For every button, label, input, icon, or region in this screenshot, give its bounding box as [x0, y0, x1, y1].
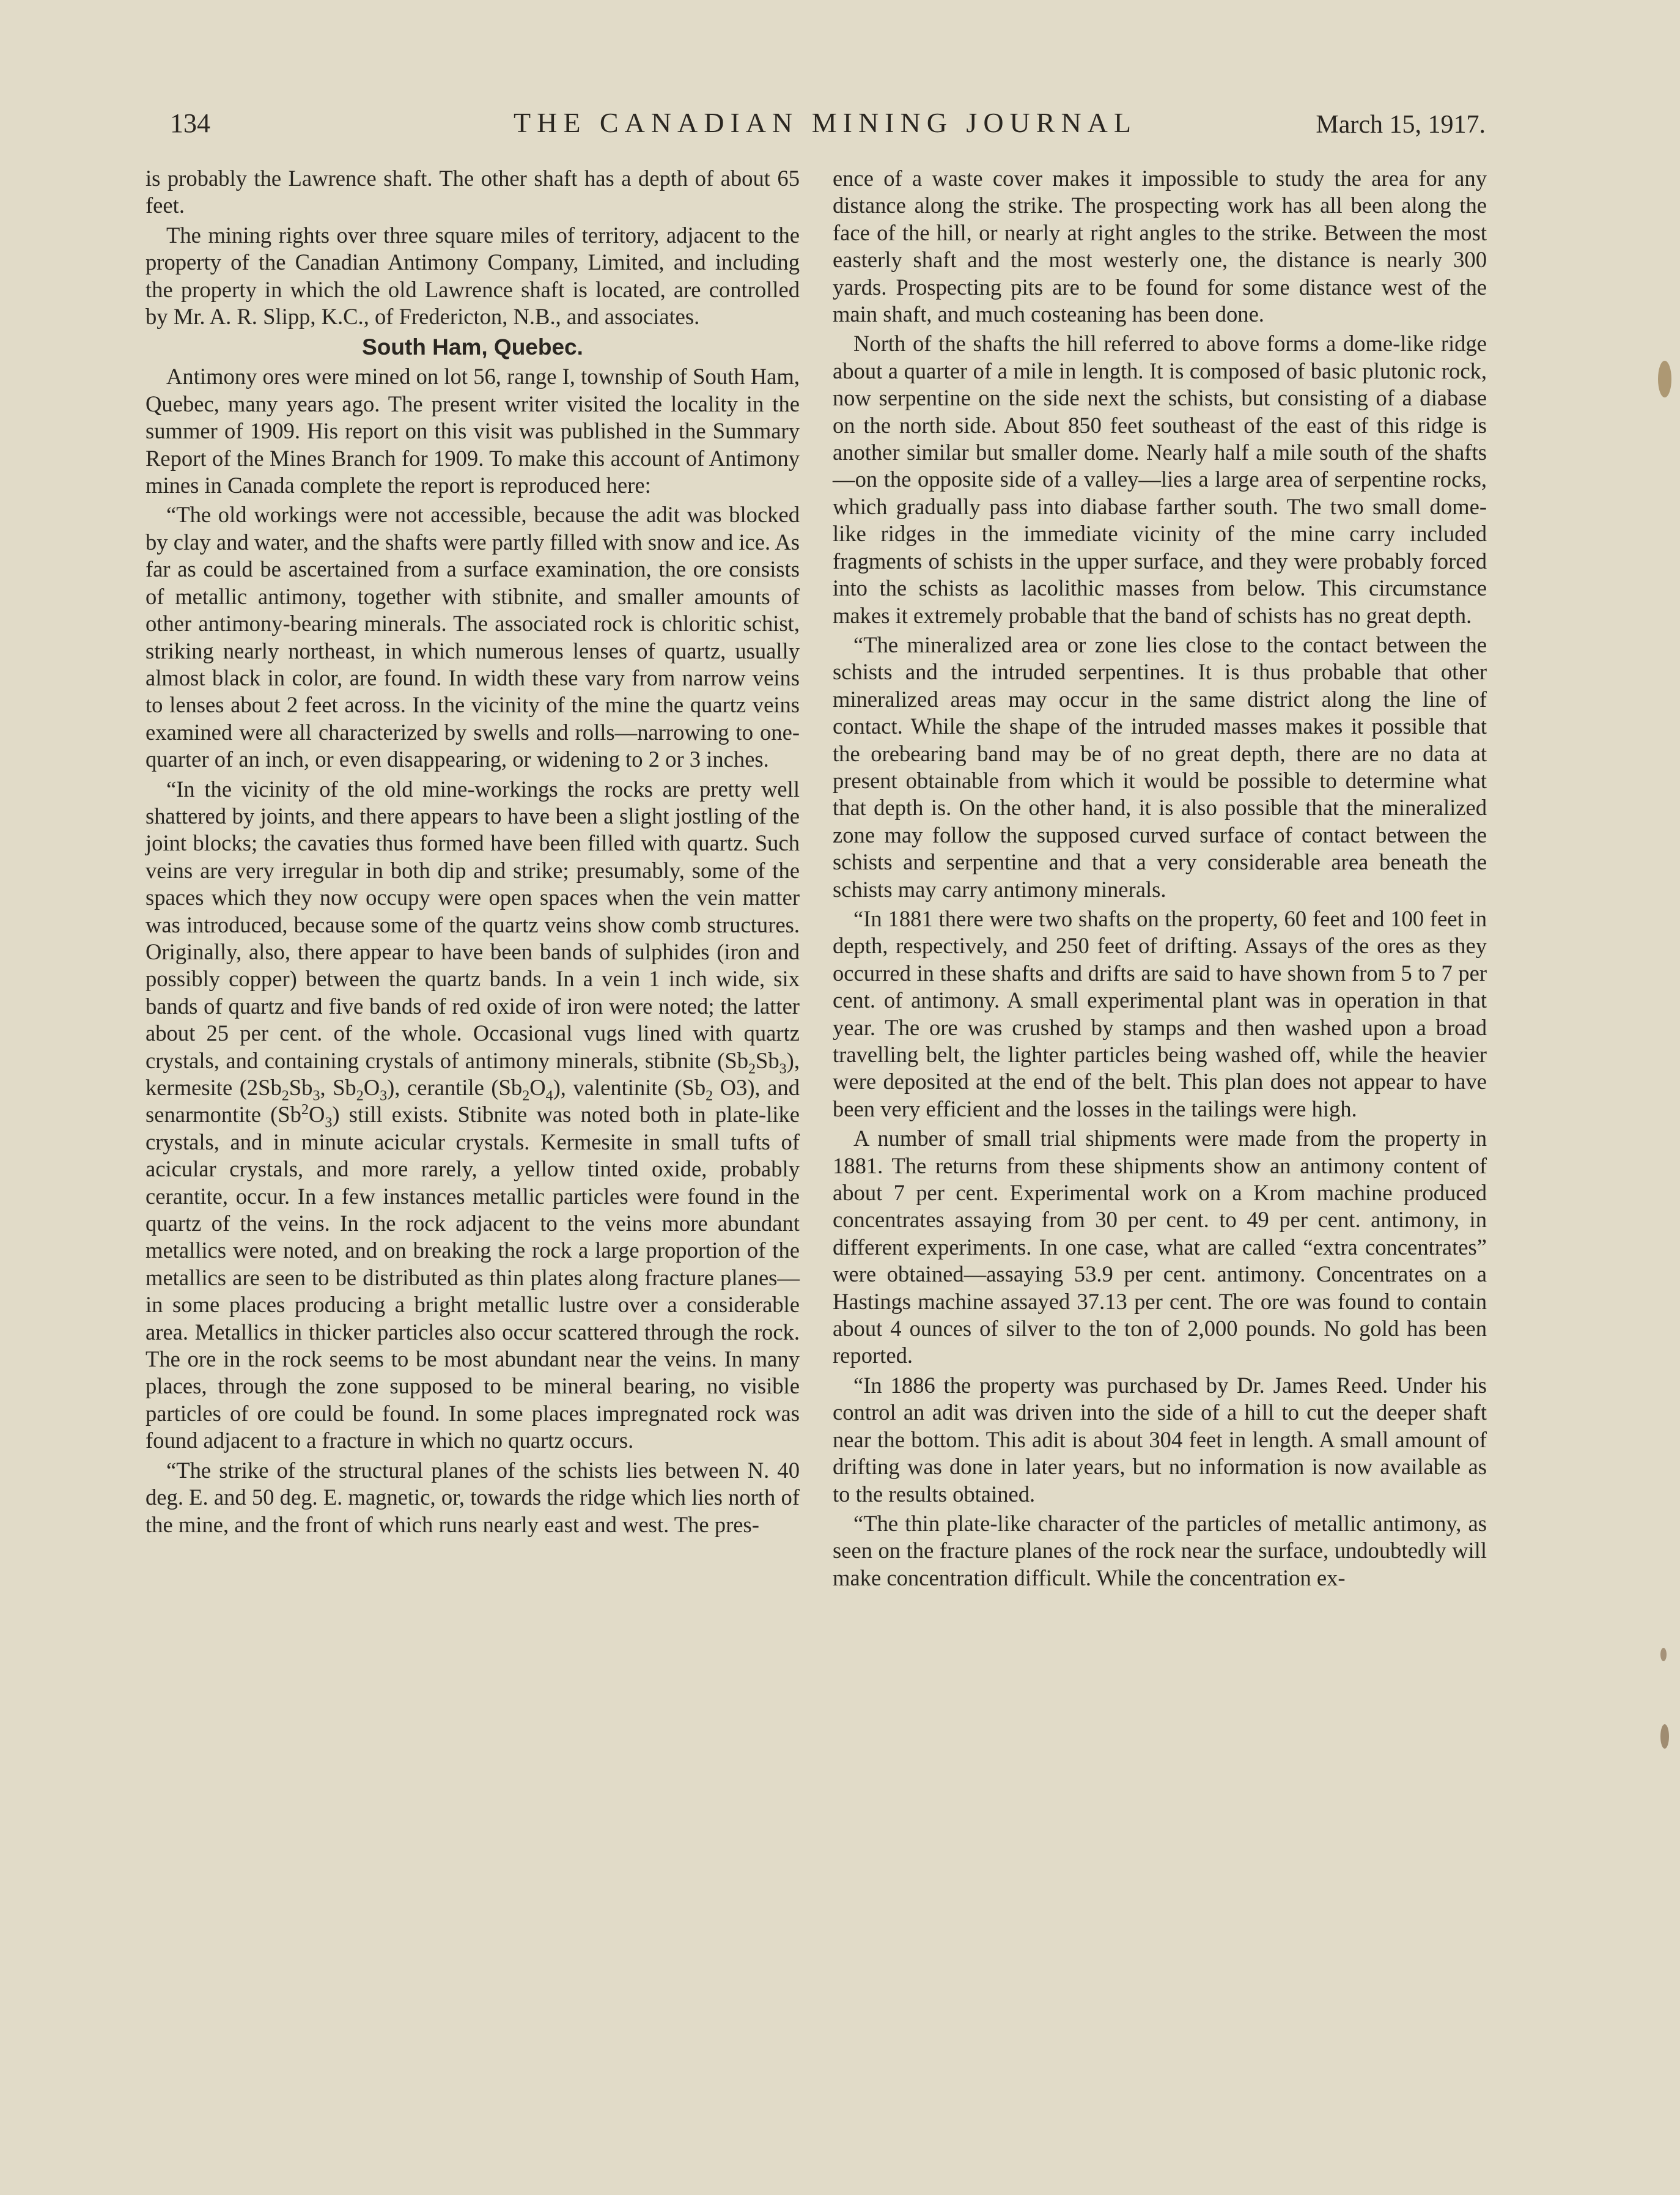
paragraph: “The thin plate-like character of the particles of metallic antimony, as seen on the fracture planes of the rock near the surface, undoubtedly will make concentration difficult. While the concentration ex-	[833, 1510, 1487, 1590]
right-column	[833, 165, 1487, 1594]
page-number: 134	[170, 108, 210, 138]
paper-stain	[1660, 1724, 1669, 1749]
paragraph: “The strike of the structural planes of the schists lies between N. 40 deg. E. and 50 deg. E. magnetic, or, towards the ridge which lies north of the mine, and the front of which runs nearly east and west. The pres-	[146, 1457, 800, 1537]
journal-title: THE CANADIAN MINING JOURNAL	[514, 107, 1137, 138]
paper-stain	[1658, 361, 1671, 397]
left-column	[146, 165, 800, 1541]
paragraph: “The old workings were not accessible, because the adit was blocked by clay and water, and the shafts were partly filled with snow and ice. As far as could be ascertained from a surface examination, the ore consists of metallic antimony, together with stibnite, and smaller amounts of other antimony-bearing minerals. The associated rock is chloritic schist, striking nearly northeast, in which numerous lenses of quartz, usually almost black in color, are found. In width these vary from narrow veins to lenses about 2 feet across. In the vicinity of the mine the quartz veins examined were all characterized by swells and rolls—narrowing to one-quarter of an inch, or even disappearing, or widening to 2 or 3 inches.	[146, 502, 800, 772]
paragraph: “In the vicinity of the old mine-workings the rocks are pretty well shattered by joints, and there appears to have been a slight jostling of the joint blocks; the cavaties thus formed have been filled with quartz. Such veins are very irregular in both dip and strike; presumably, some of the spaces which they now occupy were open spaces when the vein matter was introduced, because some of the quartz veins show comb structures. Originally, also, there appear to have been bands of sulphides (iron and possibly copper) between the quartz bands. In a vein 1 inch wide, six bands of quartz and five bands of red oxide of iron were noted; the latter about 25 per cent. of the whole. Occasional vugs lined with quartz crystals, and containing crystals of antimony minerals, stibnite $(Sb_2Sb_3)$, kermesite ($2Sb_2Sb_3$, $Sb_2O_3$), cerantile $(Sb_2O_4)$, valentinite ($Sb_2$ O3), and senarmontite $(Sb^2O_3)$ still exists. Stibnite was noted both in plate-like crystals, and in minute acicular crystals. Kermesite in small tufts of acicular crystals, and more rarely, a yellow tinted oxide, probably cerantite, occur. In a few instances metallic particles were found in the quartz of the veins. In the rock adjacent to the veins more abundant metallics were noted, and on breaking the rock a large proportion of the metallics are seen to be distributed as thin plates along fracture planes—in some places producing a bright metallic lustre over a considerable area. Metallics in thicker particles also occur scattered through the rock. The ore in the rock seems to be most abundant near the veins. In many places, through the zone supposed to be mineral bearing, no visible particles of ore could be found. In some places impregnated rock was found adjacent to a fracture in which no quartz occurs.	[146, 776, 800, 1453]
paper-stain	[1660, 1648, 1667, 1661]
section-heading: South Ham, Quebec.	[362, 334, 583, 360]
paragraph: “The mineralized area or zone lies close to the contact between the schists and the intruded serpentines. It is thus probable that other mineralized areas may occur in the same district along the line of contact. While the shape of the intruded masses makes it possible that the orebearing band may be of no great depth, there are no data at present obtainable from which it would be possible to determine what that depth is. On the other hand, it is also possible that the mineralized zone may follow the supposed curved surface of contact between the schists and serpentine and that a very considerable area beneath the schists may carry antimony minerals.	[833, 632, 1487, 902]
issue-date: March 15, 1917.	[1316, 111, 1486, 139]
page-header	[165, 104, 1486, 147]
paragraph: is probably the Lawrence shaft. The other shaft has a depth of about 65 feet.	[146, 166, 800, 218]
paragraph: ence of a waste cover makes it impossible to study the area for any distance along the strike. The prospecting work has all been along the face of the hill, or nearly at right angles to the strike. Between the most easterly shaft and the most westerly one, the distance is nearly 300 yards. Prospecting pits are to be found for some distance west of the main shaft, and much costeaning has been done.	[833, 166, 1487, 327]
paragraph: A number of small trial shipments were made from the property in 1881. The returns from these shipments show an antimony content of about 7 per cent. Experimental work on a Krom machine produced concentrates assaying from 30 per cent. to 49 per cent. antimony, in different experiments. In one case, what are called “extra concentrates” were obtained—assaying 53.9 per cent. antimony. Concentrates on a Hastings machine assayed 37.13 per cent. The ore was found to contain about 4 ounces of silver to the ton of 2,000 pounds. No gold has been reported.	[833, 1126, 1487, 1368]
paragraph: North of the shafts the hill referred to above forms a dome-like ridge about a quarter of a mile in length. It is composed of basic plutonic rock, now serpentine on the side next the schists, but consisting of a diabase on the north side. About 850 feet southeast of the east of this ridge is another similar but smaller dome. Nearly half a mile south of the shafts—on the opposite side of a valley—lies a large area of serpentine rocks, which gradually pass into diabase farther south. The two small dome-like ridges in the immediate vicinity of the mine carry included fragments of schists in the upper surface, and they were probably forced into the schists as lacolithic masses from below. This circumstance makes it extremely probable that the band of schists has no great depth.	[833, 331, 1487, 628]
paragraph: “In 1886 the property was purchased by Dr. James Reed. Under his control an adit was driven into the side of a hill to cut the deeper shaft near the bottom. This adit is about 304 feet in length. A small amount of drifting was done in later years, but no information is now available as to the results obtained.	[833, 1372, 1487, 1507]
paragraph: The mining rights over three square miles of territory, adjacent to the property of the Canadian Antimony Company, Limited, and including the property in which the old Lawrence shaft is located, are controlled by Mr. A. R. Slipp, K.C., of Fredericton, N.B., and associates.	[146, 222, 800, 330]
paragraph: “In 1881 there were two shafts on the property, 60 feet and 100 feet in depth, respectively, and 250 feet of drifting. Assays of the ores as they occurred in these shafts and drifts are said to have shown from 5 to 7 per cent. of antimony. A small experimental plant was in operation in that year. The ore was crushed by stamps and then washed upon a broad travelling belt, the lighter particles being washed off, while the heavier were deposited at the end of the belt. This plan does not appear to have been very efficient and the losses in the tailings were high.	[833, 906, 1487, 1121]
paragraph: Antimony ores were mined on lot 56, range I, township of South Ham, Quebec, many years ago. The present writer visited the locality in the summer of 1909. His report on this visit was published in the Summary Report of the Mines Branch for 1909. To make this account of Antimony mines in Canada complete the report is reproduced here:	[146, 364, 800, 498]
